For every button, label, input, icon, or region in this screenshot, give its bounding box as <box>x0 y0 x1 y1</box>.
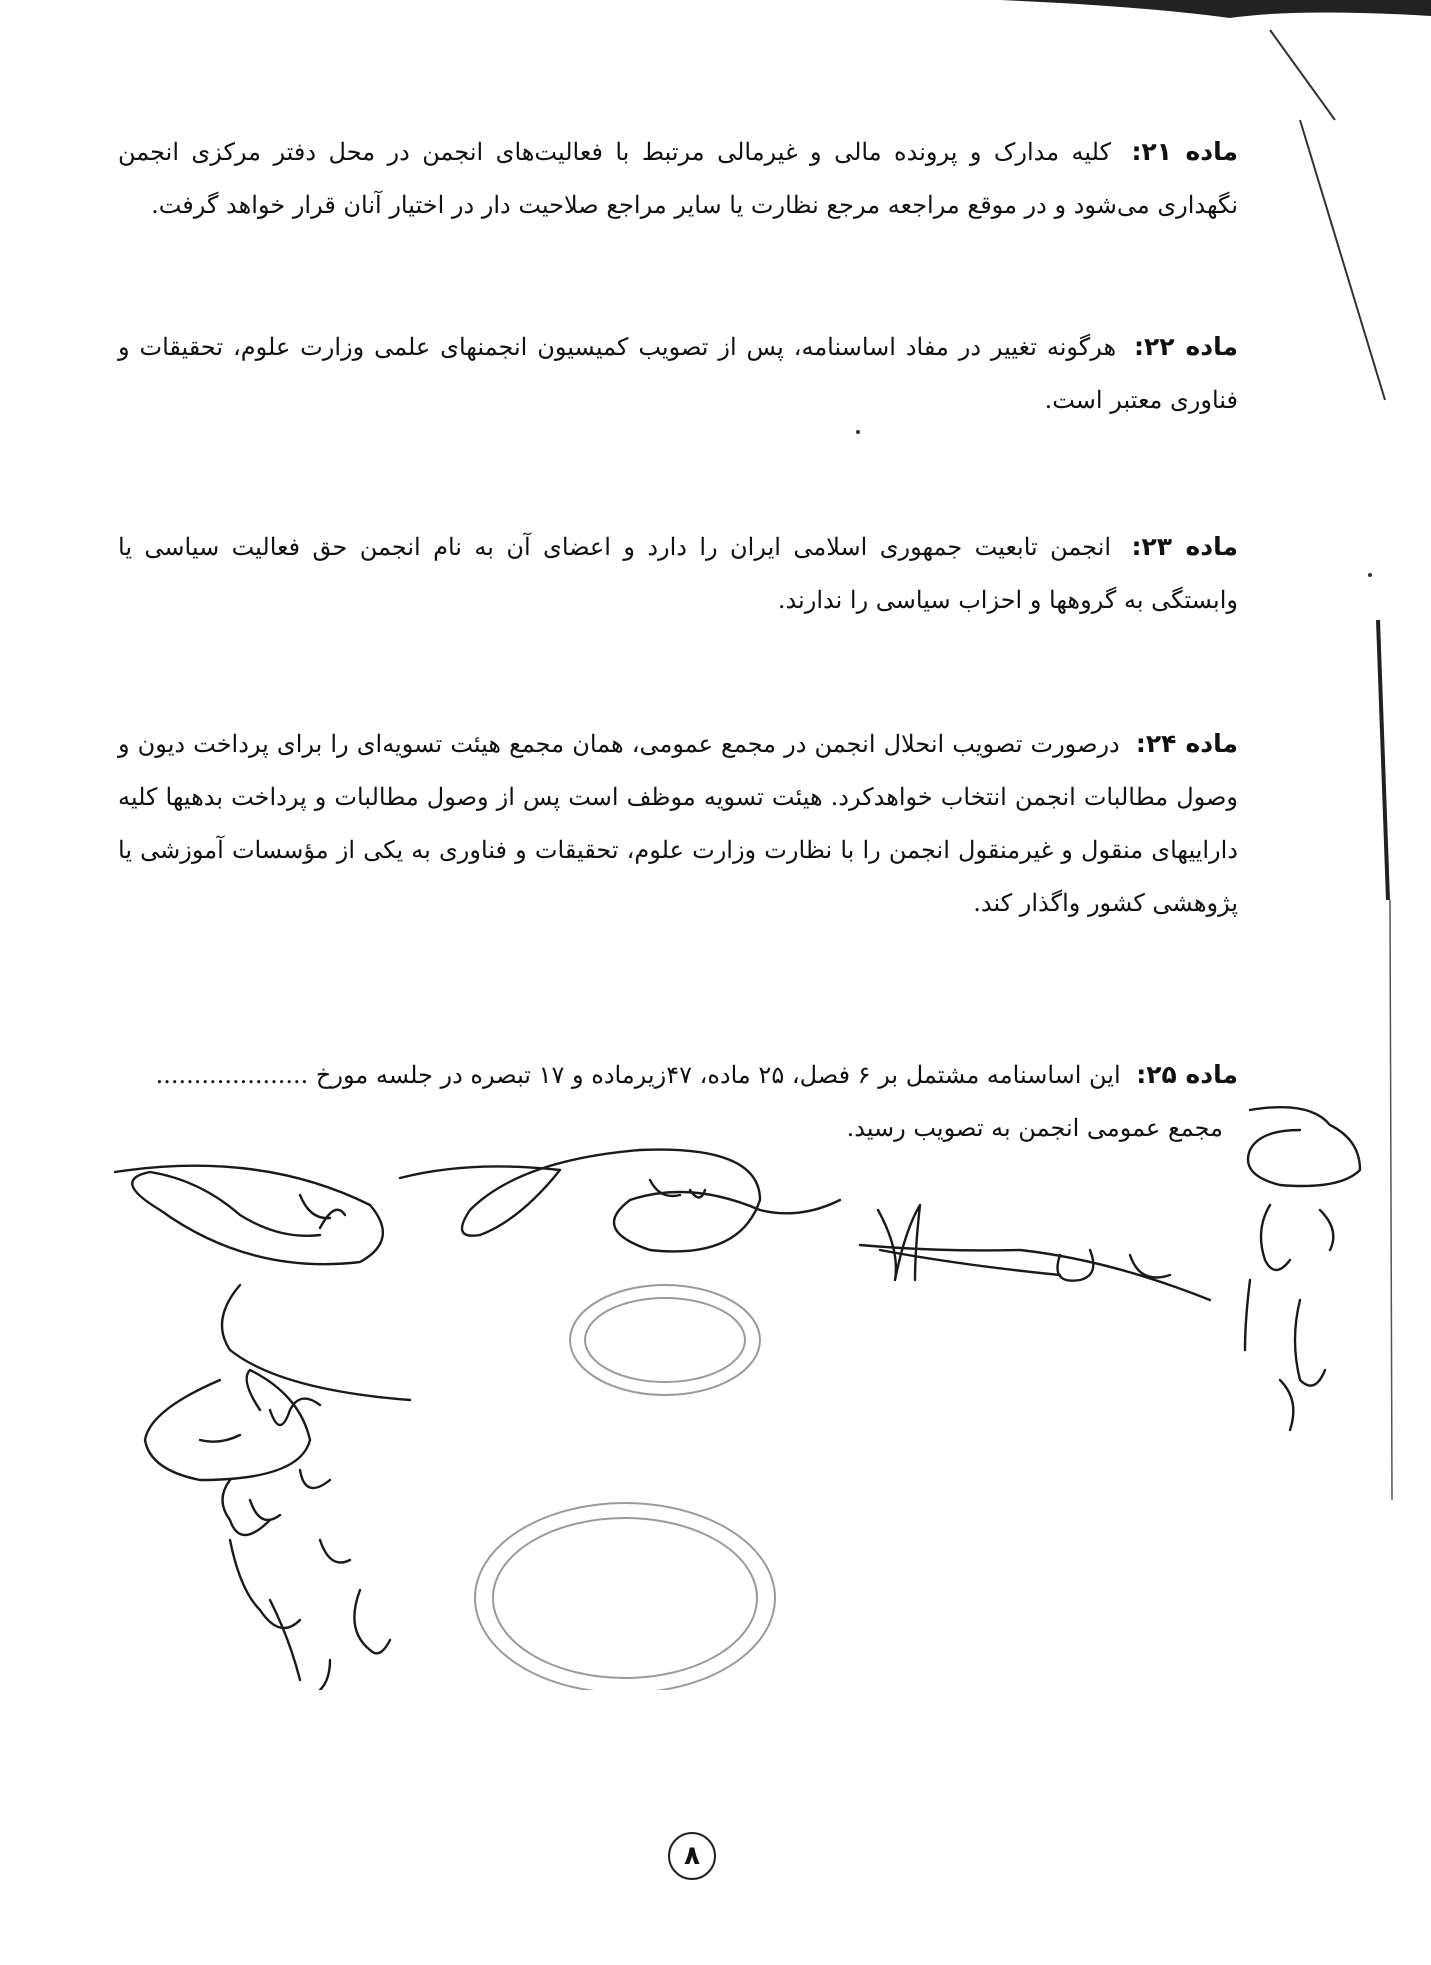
article-24 <box>118 717 1238 930</box>
stamp-2 <box>475 1503 775 1690</box>
article-body: هرگونه تغییر در مفاد اساسنامه، پس از تصویب کمیسیون انجمنهای علمی وزارت علوم، تحقیقات و فناوری معتبر است. <box>118 333 1238 414</box>
article-title: ماده ۲۴: <box>1135 729 1238 758</box>
signature-5 <box>145 1285 410 1480</box>
article-21 <box>118 125 1238 232</box>
article-body-continued: مجمع عمومی انجمن به تصویب رسید. <box>846 1114 1223 1142</box>
signature-4 <box>1248 1107 1360 1186</box>
signatures-area <box>0 1070 1431 1690</box>
date-blank: .................... <box>155 1061 309 1089</box>
article-body: این اساسنامه مشتمل بر ۶ فصل، ۲۵ ماده، ۴۷زیرماده و ۱۷ تبصره در جلسه مورخ <box>315 1061 1121 1089</box>
article-title: ماده ۲۱: <box>1131 137 1238 166</box>
article-body: کلیه مدارک و پرونده مالی و غیرمالی مرتبط با فعالیت‌های انجمن در محل دفتر مرکزی انجمن نگهداری می‌شود و در موقع مراجعه مرجع نظارت یا سایر مراجع صلاحیت دار در اختیار آنان قرار خواهد گرفت. <box>118 138 1238 219</box>
article-body: انجمن تابعیت جمهوری اسلامی ایران را دارد و اعضای آن به نام انجمن حق فعالیت سیاسی یا وابستگی به گروهها و احزاب سیاسی را ندارند. <box>118 533 1238 614</box>
stamp-1 <box>570 1285 760 1395</box>
article-title: ماده ۲۲: <box>1134 332 1238 361</box>
article-title: ماده ۲۳: <box>1131 532 1238 561</box>
article-23 <box>118 520 1238 627</box>
article-title: ماده ۲۵: <box>1136 1060 1238 1089</box>
article-22 <box>118 320 1238 427</box>
signature-3 <box>860 1205 1210 1300</box>
signature-1 <box>115 1166 383 1264</box>
page-number: ۸ <box>668 1832 716 1880</box>
signature-2 <box>400 1150 840 1252</box>
article-25 <box>118 1048 1238 1155</box>
article-body: درصورت تصویب انحلال انجمن در مجمع عمومی، همان مجمع هیئت تسویه‌ای را برای پرداخت دیون و وصول مطالبات انجمن انتخاب خواهدکرد. هیئت تسویه موظف است پس از وصول مطالبات و پرداخت بدهیها کلیه داراییهای منقول و غیرمنقول انجمن را با نظارت وزارت علوم، تحقیقات و فناوری به یکی از مؤسسات آموزشی یا پژوهشی کشور واگذار کند. <box>118 730 1238 917</box>
